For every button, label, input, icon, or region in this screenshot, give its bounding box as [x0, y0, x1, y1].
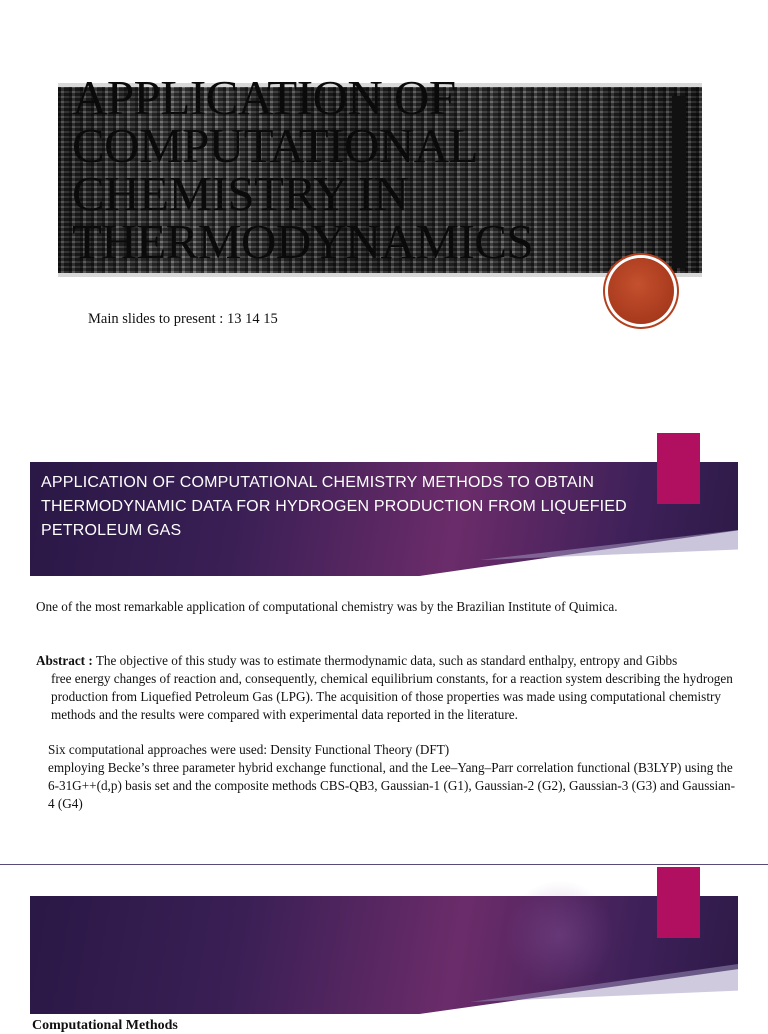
slide-3-heading: Computational Methods: [32, 1018, 178, 1033]
methods-paragraph: [48, 741, 738, 813]
methods-rest: employing Becke’s three parameter hybrid exchange functional, and the Lee–Yang–Parr correlation functional (B3LYP) using the 6-31G++(d,p) basis set and the composite methods CBS-QB3, Gaussian-1 (G1), Gaussian-2 (G2), Gaussian-3 (G3) and Gaussian-4 (G4): [48, 760, 735, 811]
abstract-label: Abstract :: [36, 653, 93, 668]
slide-divider: [0, 864, 768, 865]
accent-tab: [657, 433, 700, 504]
slide-1-subtitle: Main slides to present : 13 14 15: [88, 311, 278, 327]
title-band-edge: [672, 96, 686, 268]
slide-3-title-banner: [30, 896, 738, 1014]
abstract-rest: free energy changes of reaction and, consequently, chemical equilibrium constants, for a reaction system describing the hydrogen production from Liquefied Petroleum Gas (LPG). The acquisition of those properties was made using computational chemistry methods and the results were compared with experimental data reported in the literature.: [51, 671, 733, 722]
abstract-first-line: The objective of this study was to estimate thermodynamic data, such as standard enthalpy, entropy and Gibbs: [95, 653, 678, 668]
methods-first-line: Six computational approaches were used: Density Functional Theory (DFT): [48, 742, 450, 757]
accent-tab: [657, 867, 700, 938]
intro-paragraph: One of the most remarkable application of computational chemistry was by the Brazilian Institute of Quimica.: [36, 599, 618, 614]
slide-2-title: APPLICATION OF COMPUTATIONAL CHEMISTRY METHODS TO OBTAIN THERMODYNAMIC DATA FOR HYDROGEN PRODUCTION FROM LIQUEFIED PETROLEUM GAS: [41, 474, 627, 539]
banner-glow: [505, 880, 615, 990]
red-circle-decoration: [608, 258, 674, 324]
slide-1: [0, 0, 768, 430]
abstract-paragraph: [36, 652, 744, 724]
slide-1-title: APPLICATION OF COMPUTATIONAL CHEMISTRY IN THERMODYNAMICS: [72, 70, 534, 269]
